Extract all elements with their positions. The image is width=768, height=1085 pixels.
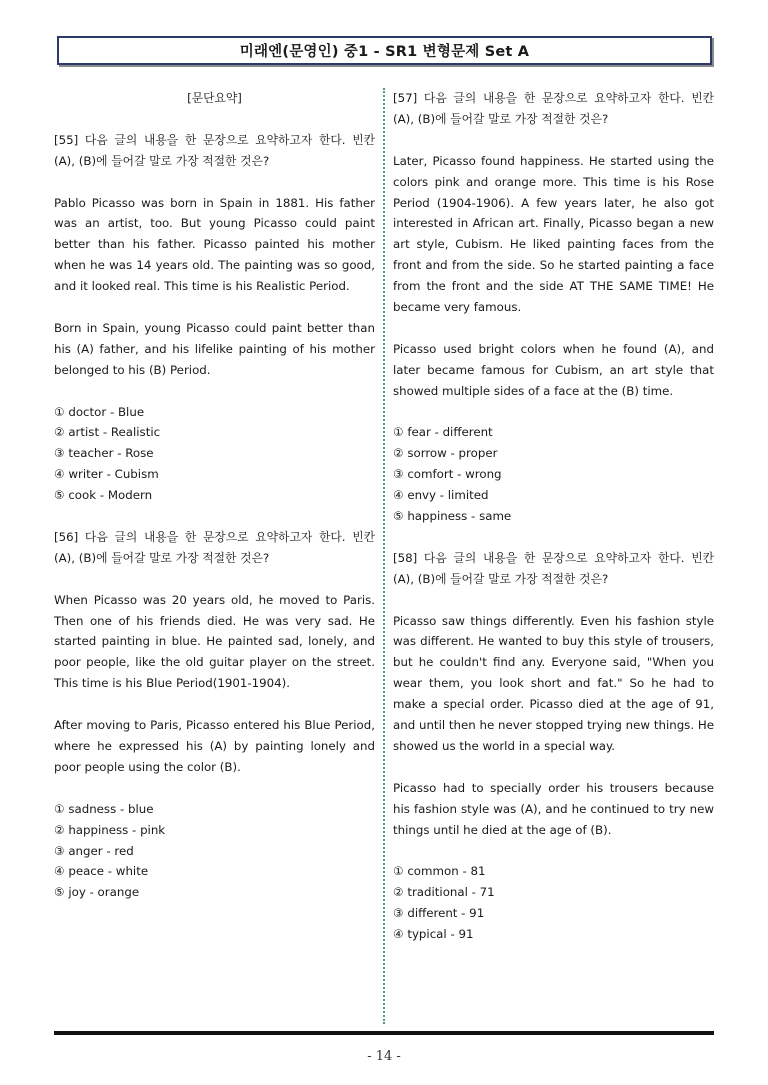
left-column — [54, 88, 375, 924]
answer-options — [54, 799, 375, 904]
answer-option[interactable]: ③ comfort - wrong — [393, 467, 502, 482]
answer-option[interactable]: ④ writer - Cubism — [54, 467, 159, 482]
question-stem: [55] 다음 글의 내용을 한 문장으로 요약하고자 한다. 빈칸 (A), (B)에 들어갈 말로 가장 적절한 것은? — [54, 132, 375, 168]
answer-option[interactable]: ① common - 81 — [393, 864, 486, 879]
page-title: 미래엔(문영인) 중1 - SR1 변형문제 Set A — [57, 36, 712, 65]
question-58 — [393, 548, 714, 945]
answer-option[interactable]: ⑤ happiness - same — [393, 509, 512, 524]
question-passage: When Picasso was 20 years old, he moved to Paris. Then one of his friends died. He was very sad. He started painting in blue. He painted sad, lonely, and poor people, like the old guitar player on the street. This time is his Blue Period(1901-1904). — [54, 592, 375, 691]
answer-option[interactable]: ③ teacher - Rose — [54, 446, 154, 461]
question-passage: Pablo Picasso was born in Spain in 1881. His father was an artist, too. But young Picasso could paint better than his father. Picasso painted his mother when he was 14 years old. The painting was so good, and it looked real. This time is his Realistic Period. — [54, 195, 375, 294]
answer-option[interactable]: ② artist - Realistic — [54, 425, 161, 440]
answer-options — [393, 861, 714, 945]
right-column — [393, 88, 714, 966]
answer-option[interactable]: ② traditional - 71 — [393, 885, 495, 900]
answer-option[interactable]: ④ typical - 91 — [393, 927, 474, 942]
answer-option[interactable]: ④ envy - limited — [393, 488, 489, 503]
bottom-rule — [54, 1031, 714, 1035]
question-55 — [54, 130, 375, 506]
column-divider — [383, 88, 385, 1024]
section-label: [문단요약] — [187, 91, 242, 105]
answer-option[interactable]: ③ different - 91 — [393, 906, 485, 921]
answer-option[interactable]: ① sadness - blue — [54, 801, 154, 816]
answer-option[interactable]: ① doctor - Blue — [54, 404, 145, 419]
question-summary: After moving to Paris, Picasso entered his Blue Period, where he expressed his (A) by painting lonely and poor people using the color (B). — [54, 718, 375, 774]
question-56 — [54, 527, 375, 903]
question-summary: Born in Spain, young Picasso could paint better than his (A) father, and his lifelike painting of his mother belonged to his (B) Period. — [54, 320, 375, 377]
answer-options — [393, 422, 714, 527]
question-passage: Later, Picasso found happiness. He started using the colors pink and orange more. This time is his Rose Period (1904-1906). A few years later, he also got interested in African art. Finally, Picasso began a new art style, Cubism. He liked painting faces from the front and from the side. So he started painting a face from the front and the side AT THE SAME TIME! He became very famous. — [393, 153, 714, 315]
question-stem: [56] 다음 글의 내용을 한 문장으로 요약하고자 한다. 빈칸 (A), (B)에 들어갈 말로 가장 적절한 것은? — [54, 529, 375, 565]
answer-options — [54, 402, 375, 507]
page-number: - 14 - — [367, 1049, 401, 1064]
question-passage: Picasso saw things differently. Even his fashion style was different. He wanted to buy this style of trousers, but he couldn't find any. Everyone said, "When you wear them, you look short and fat." So he had to make a special order. Picasso died at the age of 91, and until then he never stopped trying new things. He showed us the world in a special way. — [393, 613, 714, 754]
answer-option[interactable]: ⑤ cook - Modern — [54, 488, 153, 503]
answer-option[interactable]: ① fear - different — [393, 425, 493, 440]
question-summary: Picasso used bright colors when he found (A), and later became famous for Cubism, an art style that showed multiple sides of a face at the (B) time. — [393, 341, 714, 398]
answer-option[interactable]: ③ anger - red — [54, 843, 134, 858]
answer-option[interactable]: ② happiness - pink — [54, 822, 166, 837]
question-stem: [57] 다음 글의 내용을 한 문장으로 요약하고자 한다. 빈칸 (A), (B)에 들어갈 말로 가장 적절한 것은? — [393, 91, 714, 126]
question-stem: [58] 다음 글의 내용을 한 문장으로 요약하고자 한다. 빈칸 (A), (B)에 들어갈 말로 가장 적절한 것은? — [393, 550, 714, 586]
question-57 — [393, 88, 714, 527]
answer-option[interactable]: ④ peace - white — [54, 864, 149, 879]
answer-option[interactable]: ② sorrow - proper — [393, 446, 498, 461]
question-summary: Picasso had to specially order his trousers because his fashion style was (A), and he continued to try new things until he died at the age of (B). — [393, 780, 714, 837]
answer-option[interactable]: ⑤ joy - orange — [54, 885, 140, 900]
